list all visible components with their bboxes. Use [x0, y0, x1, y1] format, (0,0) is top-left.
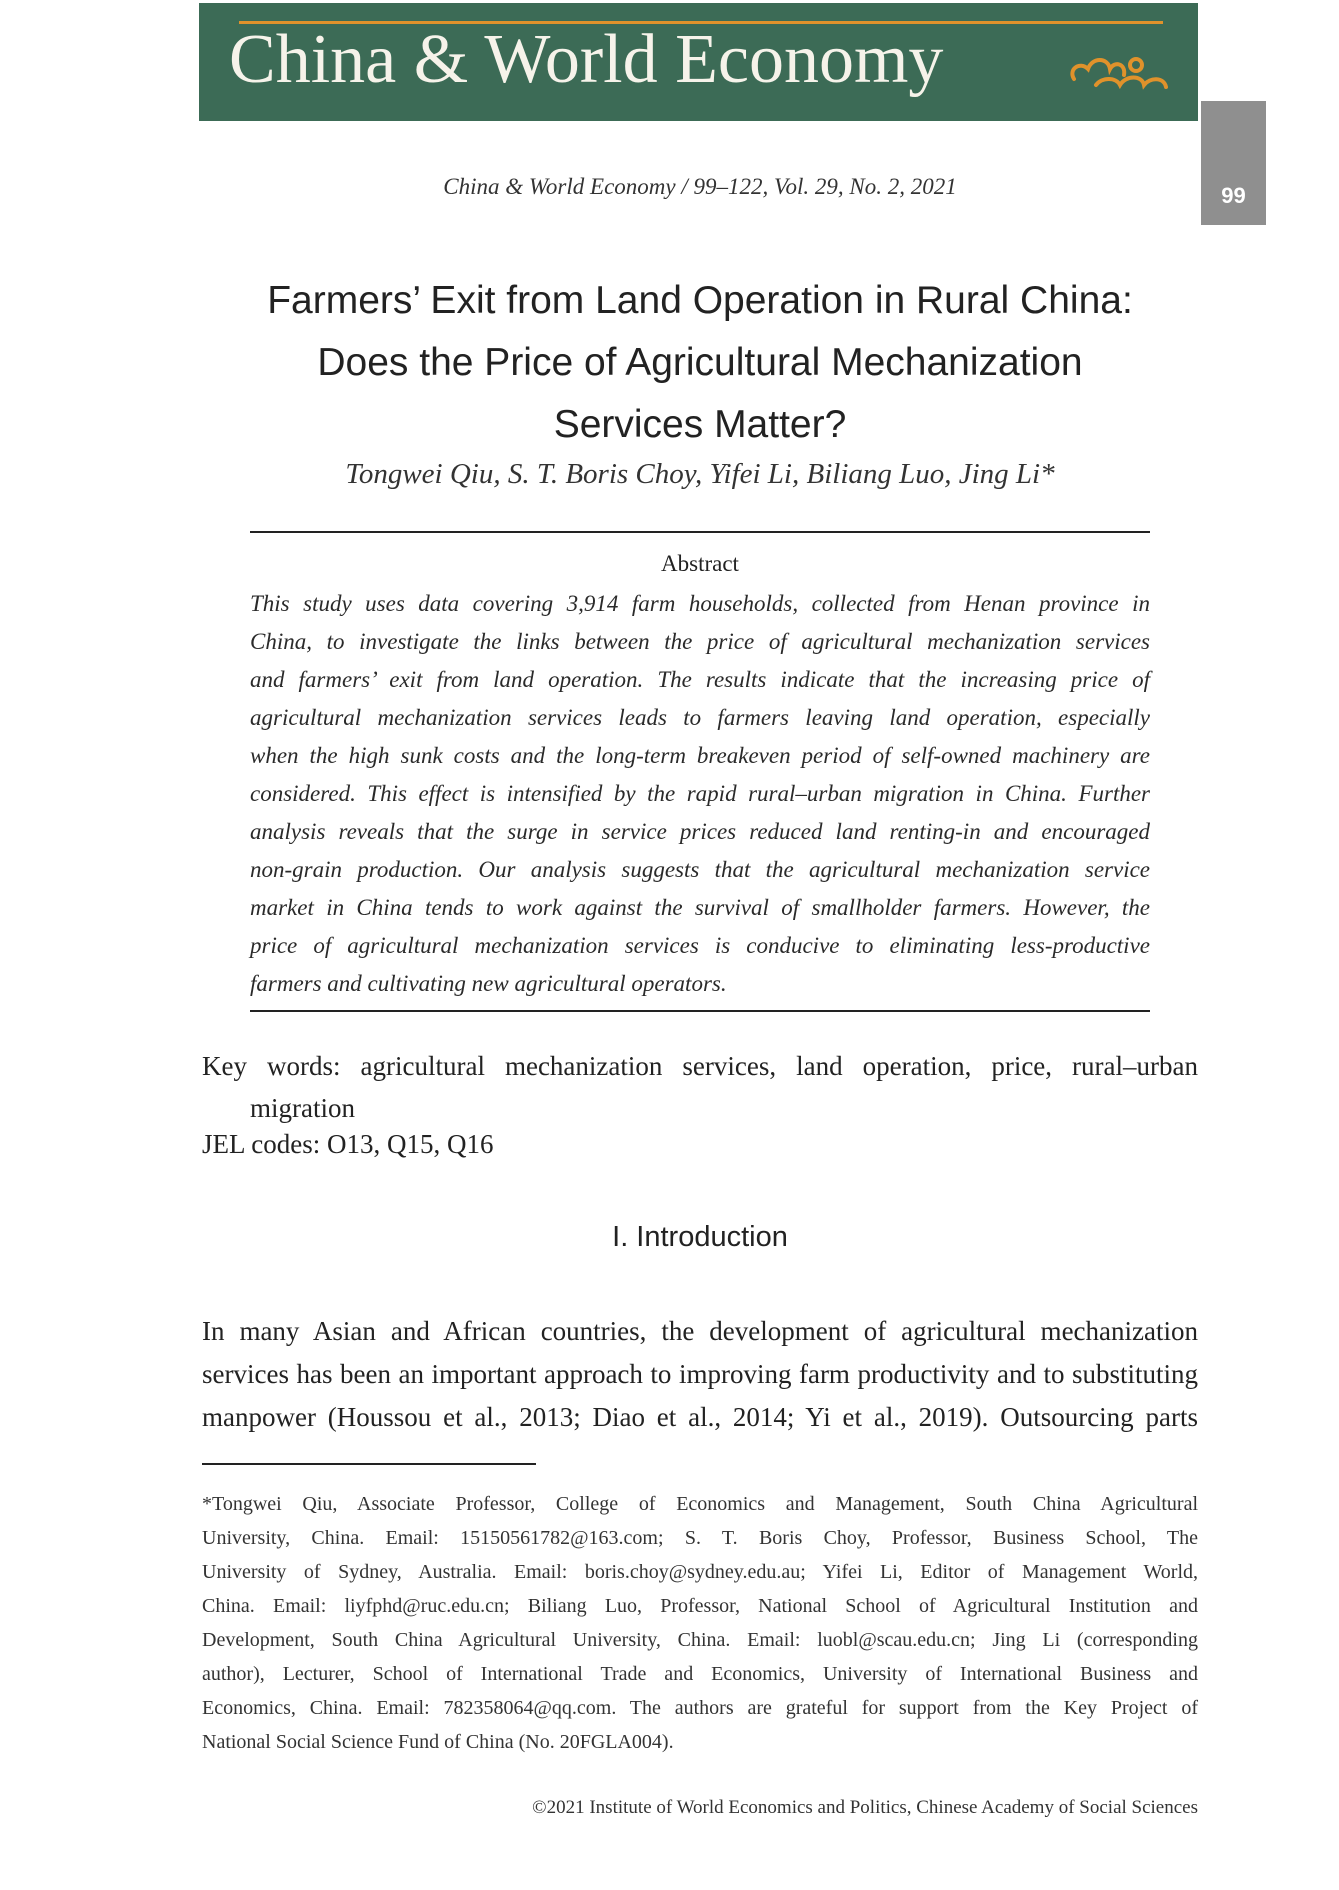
- abstract-bottom-rule: [250, 1010, 1150, 1012]
- footnote-line: University, China. Email: 15150561782@163.com; S. T. Boris Choy, Professor, Business School, The: [202, 1527, 1198, 1549]
- introduction-paragraph: [202, 1310, 1198, 1439]
- abstract-line: considered. This effect is intensified by the rapid rural–urban migration in China. Further: [250, 781, 1150, 806]
- keywords: [202, 1045, 1198, 1129]
- abstract-line: market in China tends to work against the survival of smallholder farmers. However, the: [250, 895, 1150, 920]
- section-heading: I. Introduction: [612, 1221, 788, 1253]
- page-number: 99: [1221, 183, 1246, 208]
- abstract-line: analysis reveals that the surge in service prices reduced land renting-in and encouraged: [250, 819, 1150, 844]
- cloud-ornament-icon: [1066, 47, 1176, 97]
- intro-line: manpower (Houssou et al., 2013; Diao et al., 2014; Yi et al., 2019). Outsourcing parts: [202, 1402, 1198, 1432]
- footnote-line: National Social Science Fund of China (No. 20FGLA004).: [202, 1731, 674, 1753]
- footnote-line: University of Sydney, Australia. Email: boris.choy@sydney.edu.au; Yifei Li, Editor of Management World,: [202, 1561, 1198, 1583]
- author-list: Tongwei Qiu, S. T. Boris Choy, Yifei Li, Biliang Luo, Jing Li*: [345, 458, 1055, 490]
- abstract-top-rule: [250, 531, 1150, 533]
- abstract-line: price of agricultural mechanization services is conducive to eliminating less-productive: [250, 933, 1150, 958]
- footnote-line: Economics, China. Email: 782358064@qq.com. The authors are grateful for support from the Key Project of: [202, 1697, 1198, 1719]
- title-line: Farmers’ Exit from Land Operation in Rural China:: [267, 279, 1133, 322]
- abstract-line: non-grain production. Our analysis suggests that the agricultural mechanization service: [250, 857, 1150, 882]
- abstract-line: This study uses data covering 3,914 farm households, collected from Henan province in: [250, 591, 1150, 616]
- abstract-line: agricultural mechanization services leads to farmers leaving land operation, especially: [250, 705, 1150, 730]
- journal-banner: [199, 3, 1198, 121]
- footnote-rule: [202, 1463, 536, 1465]
- author-footnote: [202, 1487, 1198, 1759]
- page-number-tab: [1201, 101, 1266, 225]
- footnote-line: *Tongwei Qiu, Associate Professor, College of Economics and Management, South China Agricultural: [202, 1493, 1198, 1515]
- abstract-heading: Abstract: [661, 551, 739, 576]
- title-line: Services Matter?: [553, 403, 847, 446]
- paper-title: [200, 270, 1200, 456]
- abstract-line: and farmers’ exit from land operation. The results indicate that the increasing price of: [250, 667, 1150, 692]
- footnote-line: Development, South China Agricultural University, China. Email: luobl@scau.edu.cn; Jing Li (corresponding: [202, 1629, 1198, 1651]
- abstract-line: China, to investigate the links between the price of agricultural mechanization services: [250, 629, 1150, 654]
- banner-title: China & World Economy: [229, 21, 944, 98]
- copyright-notice: ©2021 Institute of World Economics and Politics, Chinese Academy of Social Sciences: [532, 1797, 1198, 1818]
- intro-line: In many Asian and African countries, the development of agricultural mechanization: [202, 1316, 1198, 1346]
- keywords-line: migration: [250, 1093, 355, 1123]
- jel-codes: JEL codes: O13, Q15, Q16: [202, 1129, 494, 1159]
- intro-line: services has been an important approach to improving farm productivity and to substituting: [202, 1359, 1198, 1389]
- title-line: Does the Price of Agricultural Mechanization: [317, 341, 1083, 384]
- abstract-body: [250, 585, 1150, 1003]
- footnote-line: author), Lecturer, School of International Trade and Economics, University of International Business and: [202, 1663, 1198, 1685]
- journal-citation: China & World Economy / 99–122, Vol. 29, No. 2, 2021: [443, 174, 957, 199]
- abstract-line: farmers and cultivating new agricultural operators.: [250, 971, 727, 996]
- keywords-line: Key words: agricultural mechanization services, land operation, price, rural–urban: [202, 1051, 1198, 1081]
- abstract-line: when the high sunk costs and the long-term breakeven period of self-owned machinery are: [250, 743, 1150, 768]
- footnote-line: China. Email: liyfphd@ruc.edu.cn; Biliang Luo, Professor, National School of Agricultural Institution and: [202, 1595, 1198, 1617]
